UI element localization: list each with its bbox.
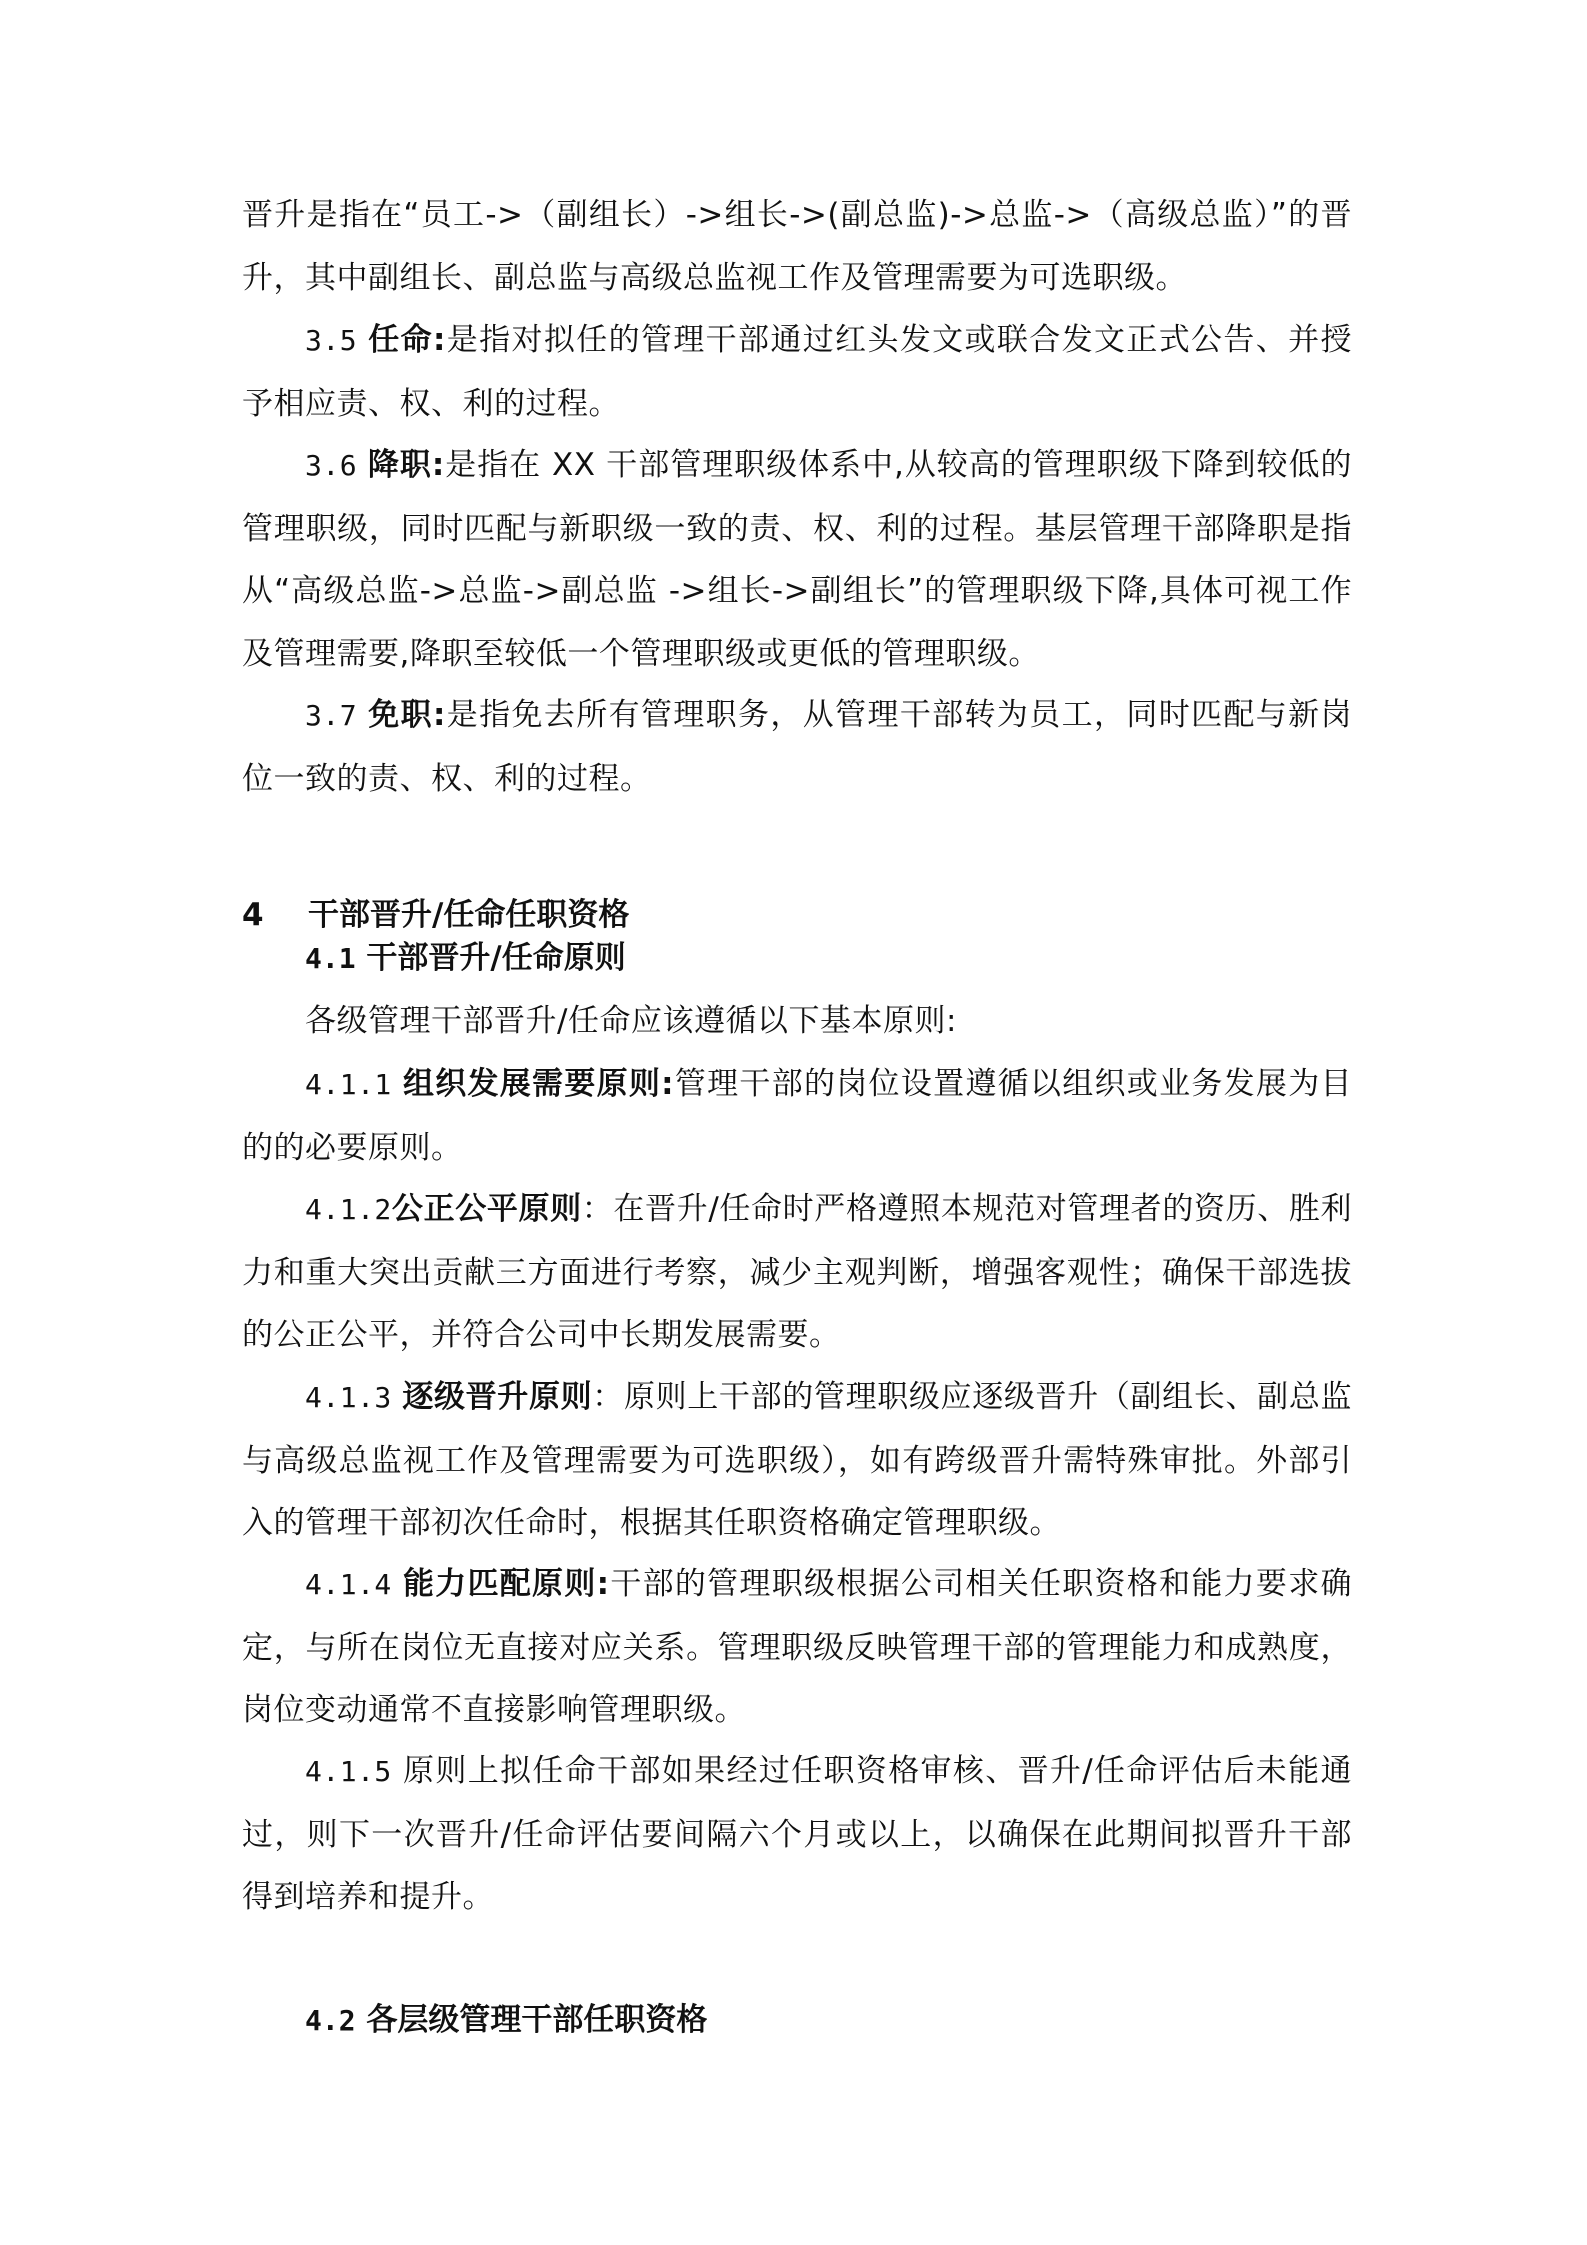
principle-text: 干部的管理职级根据公司相关任职资格和能力要求确定，与所在岗位无直接对应关系。管理职级反映管理干部的管理能力和成熟度，岗位变动通常不直接影响管理职级。	[242, 1566, 1352, 1728]
principle-4-1-1	[242, 1053, 1352, 1179]
principle-4-1-3	[242, 1366, 1352, 1555]
principle-term: 组织发展需要原则:	[402, 1066, 675, 1102]
principle-number: 4.1.3	[305, 1381, 392, 1414]
section-title: 干部晋升/任命任职资格	[308, 897, 630, 933]
definition-text: 是指在 XX 干部管理职级体系中,从较高的管理职级下降到较低的管理职级，同时匹配与新职级一致的责、权、利的过程。基层管理干部降职是指从“高级总监->总监->副总监 ->组长->副组长”的管理职级下降,具体可视工作及管理需要,降职至较低一个管理职级或更低的管理职级。	[242, 447, 1352, 672]
section-4-heading	[242, 893, 629, 937]
principle-text: ：原则上干部的管理职级应逐级晋升（副组长、副总监与高级总监视工作及管理需要为可选职级），如有跨级晋升需特殊审批。外部引入的管理干部初次任命时，根据其任职资格确定管理职级。	[242, 1379, 1352, 1541]
subsection-title: 干部晋升/任命原则	[366, 940, 626, 976]
definition-3-7	[242, 684, 1352, 810]
principle-number: 4.1.2	[305, 1193, 392, 1226]
definition-text: 是指对拟任的管理干部通过红头发文或联合发文正式公告、并授予相应责、权、利的过程。	[242, 322, 1352, 422]
principle-text: ：在晋升/任命时严格遵照本规范对管理者的资历、胜利力和重大突出贡献三方面进行考察，减少主观判断，增强客观性；确保干部选拔的公正公平，并符合公司中长期发展需要。	[242, 1191, 1352, 1353]
subsection-number: 4.1	[305, 942, 356, 975]
principles-lead	[242, 990, 1352, 1053]
subsection-number: 4.2	[305, 2004, 356, 2037]
principle-number: 4.1.5	[305, 1755, 392, 1788]
principle-number: 4.1.1	[305, 1068, 392, 1101]
principle-term: 公正公平原则	[391, 1191, 582, 1227]
definition-text: 是指免去所有管理职务，从管理干部转为员工，同时匹配与新岗位一致的责、权、利的过程。	[242, 697, 1352, 797]
subsection-title: 各层级管理干部任职资格	[366, 2002, 708, 2038]
definition-term: 降职:	[367, 447, 445, 483]
principle-term: 逐级晋升原则	[402, 1379, 593, 1415]
definition-3-5	[242, 309, 1352, 435]
principle-4-1-2	[242, 1178, 1352, 1367]
intro-text: 晋升是指在“员工->（副组长）->组长->(副总监)->总监->（高级总监）”的晋升，其中副组长、副总监与高级总监视工作及管理需要为可选职级。	[242, 197, 1352, 296]
definition-term: 任命:	[368, 322, 446, 358]
definition-number: 3.6	[305, 449, 358, 482]
principle-number: 4.1.4	[305, 1568, 392, 1601]
principle-text: 原则上拟任命干部如果经过任职资格审核、晋升/任命评估后未能通过，则下一次晋升/任命评估要间隔六个月或以上，以确保在此期间拟晋升干部得到培养和提升。	[242, 1753, 1352, 1915]
subsection-4-2-heading	[305, 1998, 707, 2043]
definition-number: 3.7	[305, 699, 358, 732]
principle-term: 能力匹配原则:	[402, 1566, 610, 1602]
principle-4-1-4	[242, 1553, 1352, 1742]
subsection-4-1-heading	[305, 936, 626, 981]
definition-term: 免职:	[368, 697, 446, 733]
principle-text: 管理干部的岗位设置遵循以组织或业务发展为目的的必要原则。	[242, 1066, 1352, 1166]
section-number: 4	[242, 897, 264, 933]
intro-paragraph	[242, 184, 1352, 309]
definition-3-6	[242, 434, 1352, 685]
definition-number: 3.5	[305, 324, 358, 357]
principle-4-1-5	[242, 1740, 1352, 1929]
lead-text: 各级管理干部晋升/任命应该遵循以下基本原则:	[305, 1003, 957, 1039]
